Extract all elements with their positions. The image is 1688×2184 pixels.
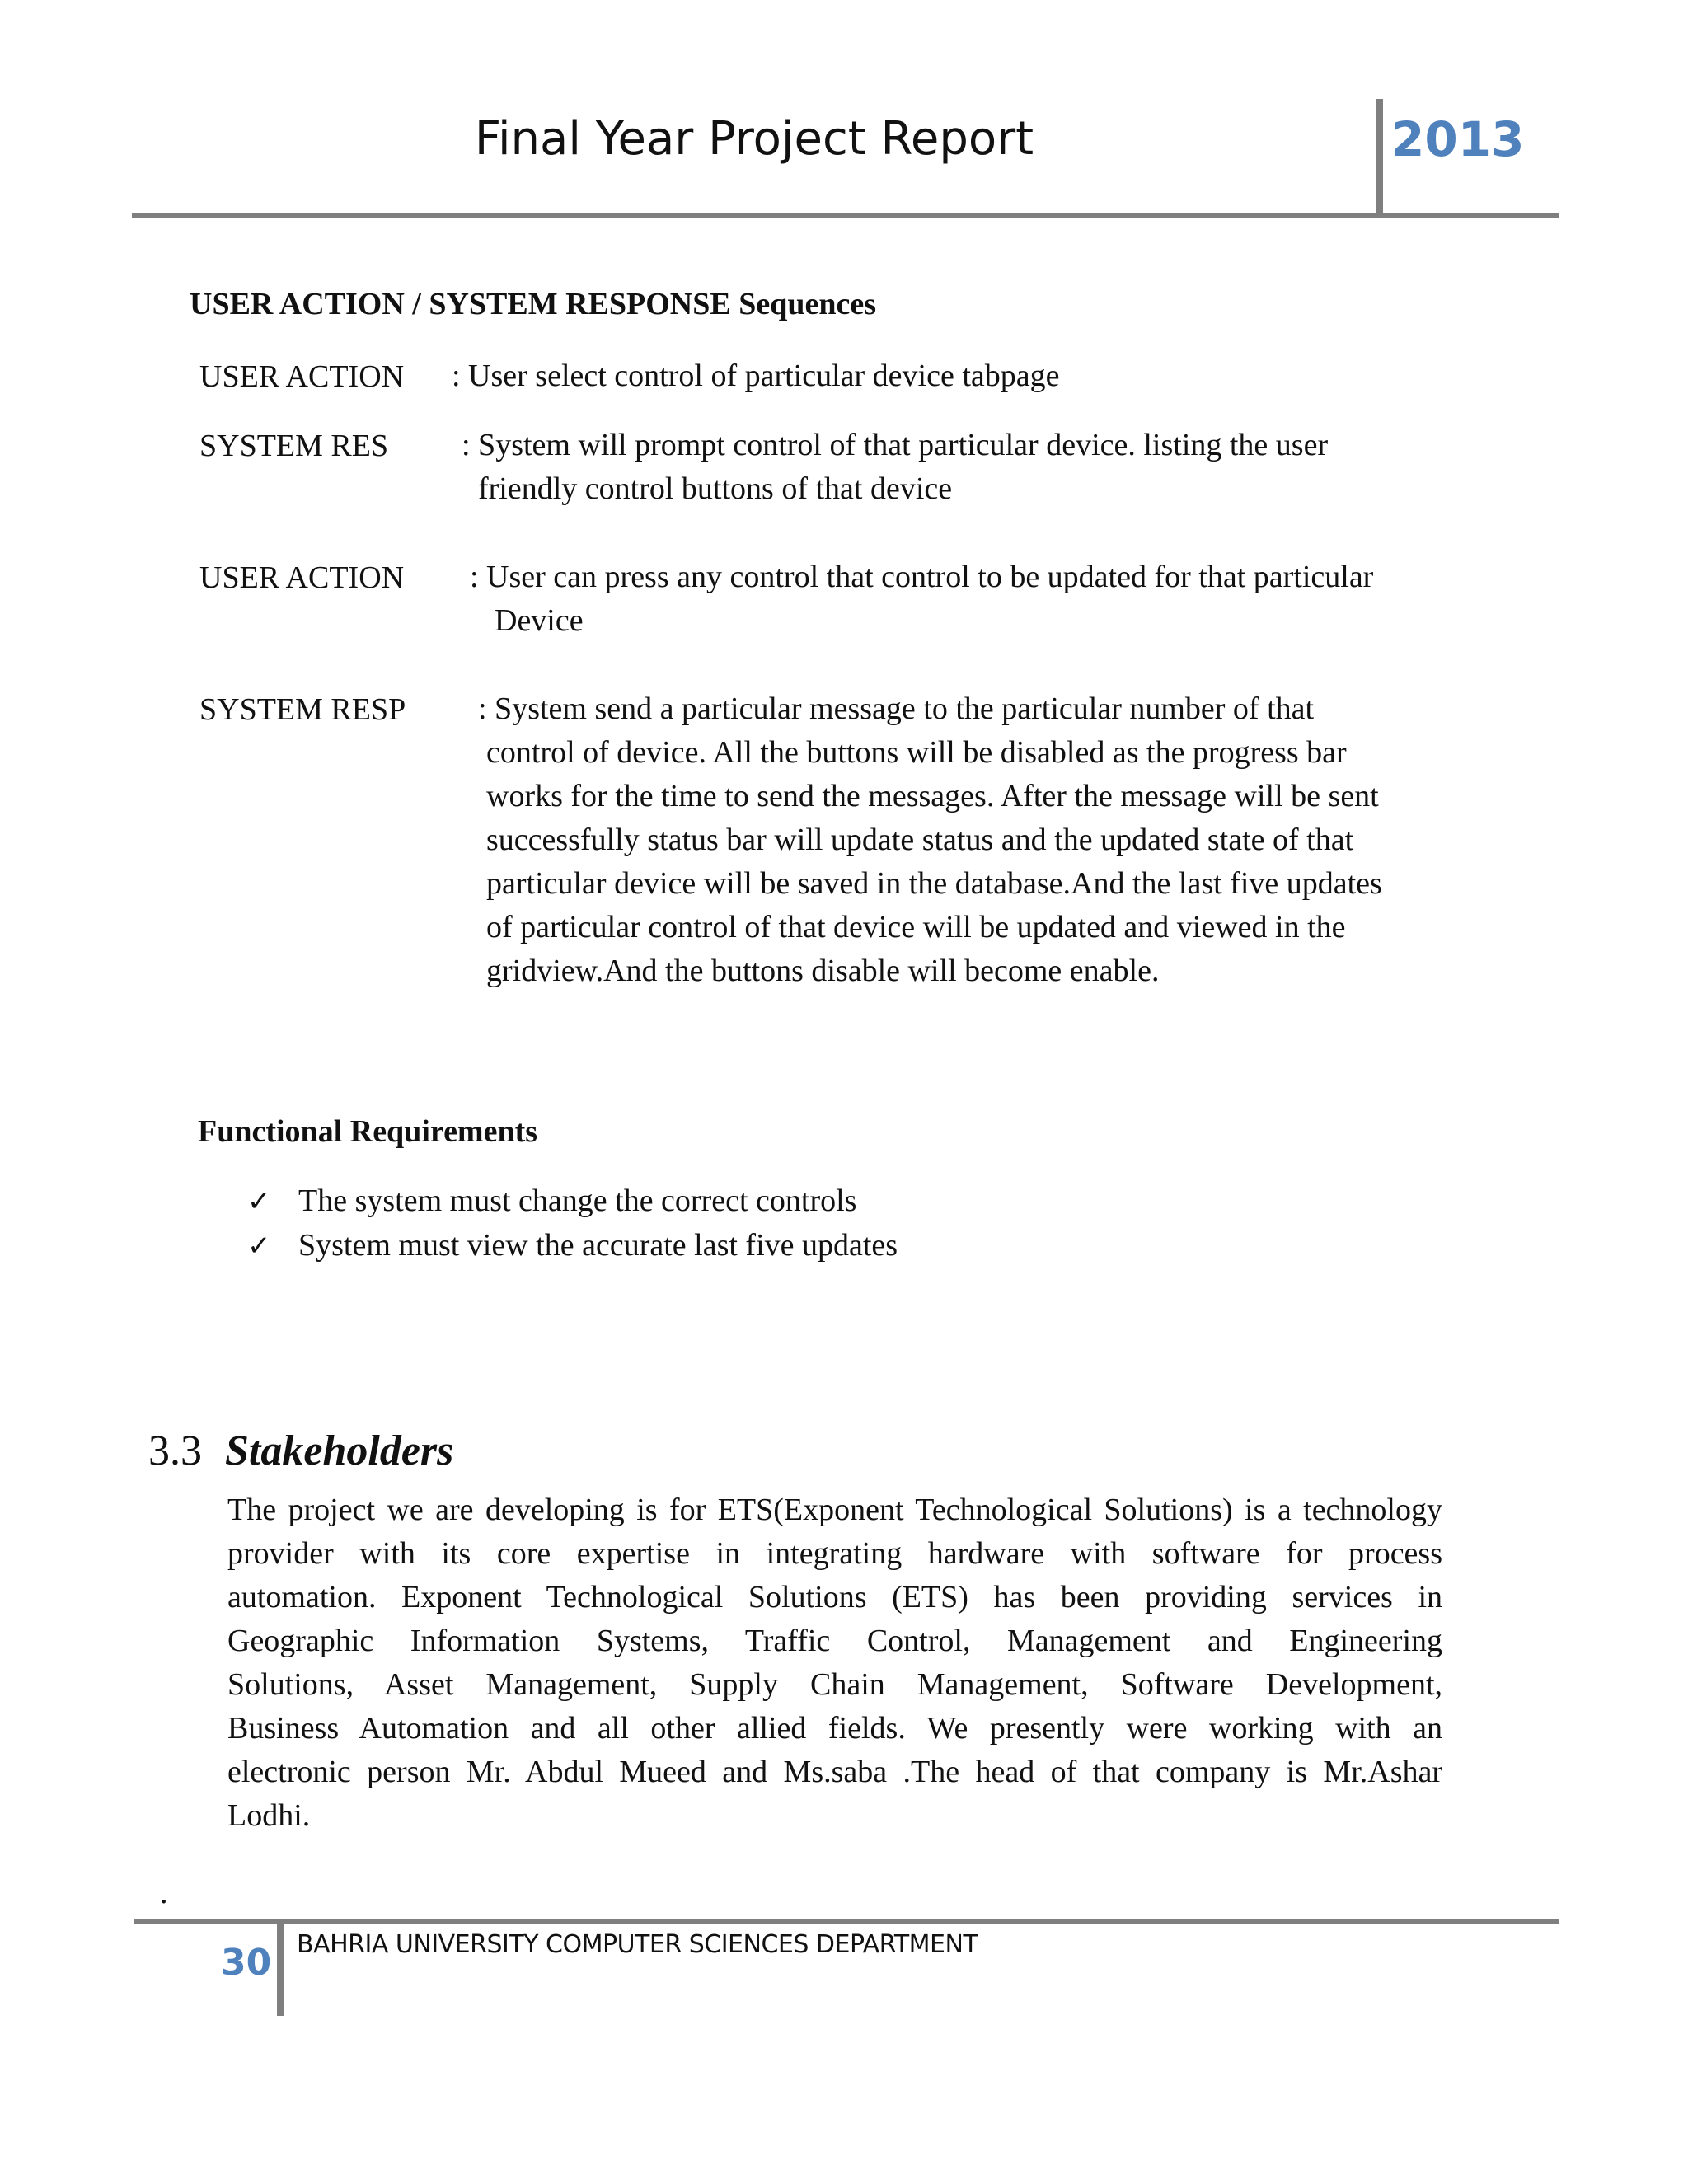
header-rule [132,213,1559,218]
sequence-text: : System will prompt control of that particular device. listing the user friendly control buttons of that device [462,428,1329,506]
sequence-label: SYSTEM RES [199,429,389,463]
footer-divider-vertical [277,1924,284,2016]
checkmark-icon: ✓ [247,1230,271,1263]
sequence-text: : User select control of particular device tabpage [452,359,1060,393]
requirement-item: ✓ System must view the accurate last five updates [247,1223,898,1268]
sequence-label: USER ACTION [199,359,405,394]
trailing-dot: . [160,1876,168,1910]
functional-requirements-heading: Functional Requirements [198,1114,538,1149]
sequences-heading: USER ACTION / SYSTEM RESPONSE Sequences [190,287,877,321]
requirement-item: ✓ The system must change the correct controls [247,1179,856,1224]
report-year: 2013 [1391,111,1525,167]
sequence-label: SYSTEM RESP [199,692,406,727]
section-heading: 3.3 Stakeholders [148,1427,454,1474]
report-title: Final Year Project Report [474,112,1034,166]
stakeholders-paragraph: The project we are developing is for ETS(Exponent Technological Solutions) is a technology provider with its core expertise in integrating hardware with software for process automation. Exponent Technological Solutions (ETS) has been providing services in Geographic Information Systems, Traffic Control, Management and Engineering Solutions, Asset Management, Supply Chain Management, Software Development, Business Automation and all other allied fields. We presently were working with an electronic person Mr. Abdul Mueed and Ms.saba .The head of that company is Mr.Ashar Lodhi. [227,1493,1442,1833]
footer-rule [134,1919,1559,1924]
header-divider-vertical [1376,99,1383,216]
page-number: 30 [221,1942,272,1984]
sequence-text: : User can press any control that control to be updated for that particular Device [470,560,1374,638]
footer-department: BAHRIA UNIVERSITY COMPUTER SCIENCES DEPARTMENT [297,1930,978,1959]
checkmark-icon: ✓ [247,1185,271,1218]
sequence-text: : System send a particular message to the particular number of that control of device. All the buttons will be disabled as the progress bar works for the time to send the messages. After the message will be sent successfully status bar will update status and the updated state of that particular device will be saved in the database.And the last five updates of particular control of that device will be updated and viewed in the gridview.And the buttons disable will become enable. [478,691,1382,988]
sequence-label: USER ACTION [199,560,405,595]
